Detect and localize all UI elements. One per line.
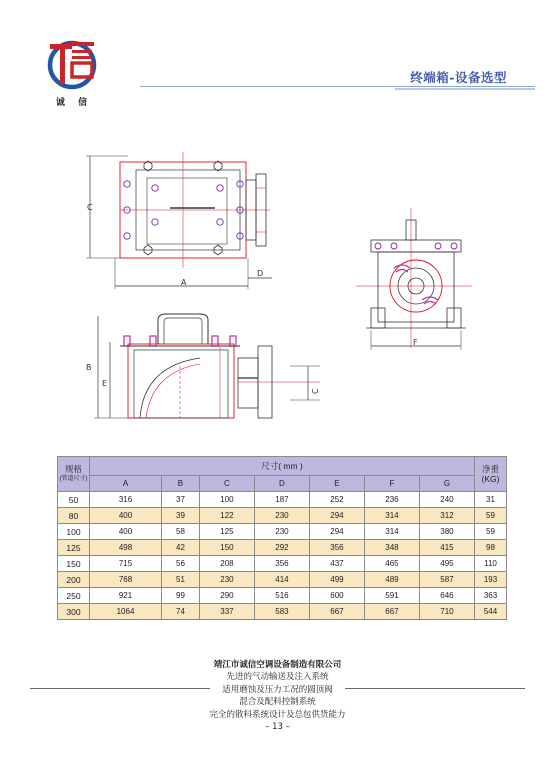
company-logo: [46, 38, 98, 90]
footer-company: 靖江市诚信空调设备制造有限公司: [213, 660, 342, 670]
cell-f: 667: [364, 604, 419, 620]
dim-label-a: A: [181, 278, 187, 287]
dim-label-c-front: C: [311, 388, 320, 394]
cell-weight: 193: [475, 572, 507, 588]
front-view-drawing: [80, 306, 330, 436]
cell-weight: 59: [475, 524, 507, 540]
weight-header: 净重 (KG): [475, 457, 507, 492]
cell-e: 294: [309, 508, 364, 524]
cell-c: 150: [199, 540, 254, 556]
cell-d: 583: [254, 604, 309, 620]
cell-d: 292: [254, 540, 309, 556]
page-title: 终端箱-设备选型: [410, 70, 507, 85]
cell-b: 37: [162, 492, 200, 508]
cell-f: 348: [364, 540, 419, 556]
table-row: [58, 524, 507, 540]
cell-d: 414: [254, 572, 309, 588]
title-accent-bar: [395, 88, 535, 90]
cell-b: 74: [162, 604, 200, 620]
cell-e: 667: [309, 604, 364, 620]
cell-weight: 544: [475, 604, 507, 620]
dim-label-b: B: [86, 363, 92, 372]
cell-spec: 100: [58, 524, 90, 540]
footer-rule-left: [30, 688, 210, 689]
footer-line-4: 完全的散料系统设计及总包供货能力: [209, 709, 346, 720]
cell-e: 499: [309, 572, 364, 588]
cell-spec: 250: [58, 588, 90, 604]
cell-a: 1064: [90, 604, 162, 620]
cell-f: 465: [364, 556, 419, 572]
dim-label-f: F: [413, 338, 418, 347]
title-divider: [140, 86, 535, 87]
cell-b: 58: [162, 524, 200, 540]
table-row: [58, 556, 507, 572]
column-header-a: A: [90, 476, 162, 492]
column-header-b: B: [162, 476, 200, 492]
cell-e: 437: [309, 556, 364, 572]
column-header-e: E: [309, 476, 364, 492]
cell-d: 230: [254, 508, 309, 524]
cell-f: 236: [364, 492, 419, 508]
top-view-drawing: [80, 148, 280, 293]
cell-b: 99: [162, 588, 200, 604]
cell-g: 495: [419, 556, 474, 572]
cell-spec: 125: [58, 540, 90, 556]
cell-g: 380: [419, 524, 474, 540]
cell-spec: 200: [58, 572, 90, 588]
cell-b: 42: [162, 540, 200, 556]
cell-d: 187: [254, 492, 309, 508]
dim-label-c: C: [87, 203, 93, 212]
dim-label-e: E: [102, 379, 108, 388]
cell-spec: 300: [58, 604, 90, 620]
cell-a: 768: [90, 572, 162, 588]
cell-e: 356: [309, 540, 364, 556]
dim-label-d: D: [257, 269, 264, 278]
cell-f: 314: [364, 508, 419, 524]
table-row: [58, 492, 507, 508]
cell-d: 356: [254, 556, 309, 572]
footer-rule-right: [345, 688, 525, 689]
cell-a: 400: [90, 524, 162, 540]
footer-line-3: 混合及配料控制系统: [239, 697, 316, 708]
cell-b: 51: [162, 572, 200, 588]
cell-d: 230: [254, 524, 309, 540]
cell-weight: 59: [475, 508, 507, 524]
cell-c: 290: [199, 588, 254, 604]
cell-a: 921: [90, 588, 162, 604]
cell-a: 715: [90, 556, 162, 572]
cell-g: 646: [419, 588, 474, 604]
cell-d: 516: [254, 588, 309, 604]
table-row: [58, 604, 507, 620]
cell-g: 587: [419, 572, 474, 588]
cell-a: 498: [90, 540, 162, 556]
spec-table: [57, 456, 507, 620]
footer: [0, 659, 555, 733]
table-row: [58, 540, 507, 556]
dimension-header: 尺寸( mm ): [90, 457, 475, 476]
cell-weight: 110: [475, 556, 507, 572]
logo-caption: 诚 信: [55, 98, 93, 108]
cell-c: 125: [199, 524, 254, 540]
cell-spec: 150: [58, 556, 90, 572]
cell-e: 600: [309, 588, 364, 604]
cell-g: 240: [419, 492, 474, 508]
cell-g: 415: [419, 540, 474, 556]
cell-c: 230: [199, 572, 254, 588]
cell-weight: 363: [475, 588, 507, 604]
cell-e: 294: [309, 524, 364, 540]
column-header-f: F: [364, 476, 419, 492]
cell-f: 489: [364, 572, 419, 588]
cell-b: 56: [162, 556, 200, 572]
side-view-drawing: [356, 208, 476, 356]
cell-a: 316: [90, 492, 162, 508]
page-number: – 13 –: [265, 722, 290, 733]
cell-f: 314: [364, 524, 419, 540]
cell-g: 312: [419, 508, 474, 524]
cell-b: 39: [162, 508, 200, 524]
cell-f: 591: [364, 588, 419, 604]
column-header-c: C: [199, 476, 254, 492]
column-header-d: D: [254, 476, 309, 492]
cell-a: 400: [90, 508, 162, 524]
cell-spec: 80: [58, 508, 90, 524]
column-header-g: G: [419, 476, 474, 492]
cell-c: 337: [199, 604, 254, 620]
cell-c: 208: [199, 556, 254, 572]
footer-line-1: 先进的气动输送及注入系统: [226, 672, 329, 683]
cell-weight: 98: [475, 540, 507, 556]
cell-g: 710: [419, 604, 474, 620]
cell-e: 252: [309, 492, 364, 508]
table-row: [58, 508, 507, 524]
cell-c: 122: [199, 508, 254, 524]
cell-spec: 50: [58, 492, 90, 508]
cell-c: 100: [199, 492, 254, 508]
cell-weight: 31: [475, 492, 507, 508]
table-row: [58, 588, 507, 604]
spec-header: 规格 (管道尺寸): [58, 457, 90, 492]
footer-line-2: 适用磨蚀及压力工况的圆顶阀: [222, 684, 333, 695]
table-row: [58, 572, 507, 588]
